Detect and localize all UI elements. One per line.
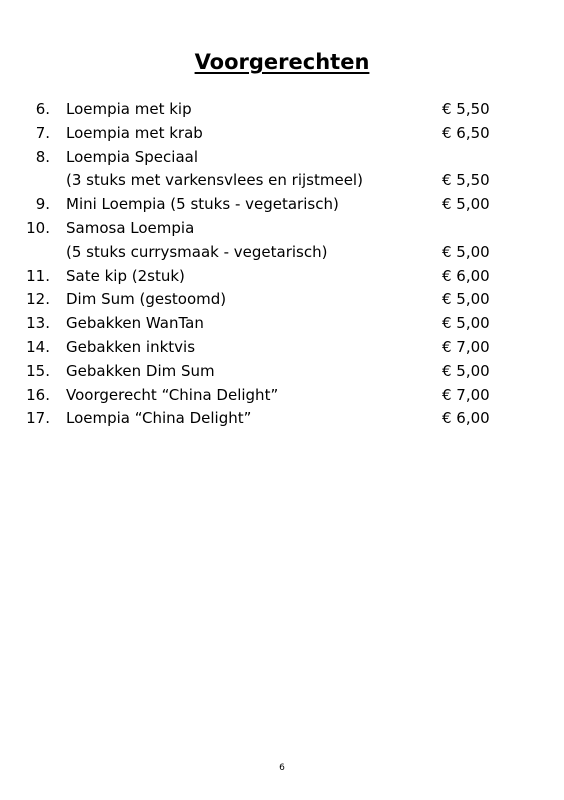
menu-item-number: 17. xyxy=(26,409,50,428)
menu-item-price: € 5,00 xyxy=(442,314,490,333)
menu-row xyxy=(0,384,564,408)
menu-item-price: € 6,00 xyxy=(442,266,490,285)
menu-item-name: Loempia Speciaal xyxy=(66,147,198,166)
menu-item-number: 14. xyxy=(26,337,50,356)
menu-item-price: € 6,50 xyxy=(442,123,490,142)
menu-item-price: € 6,00 xyxy=(442,409,490,428)
menu-item-number: 11. xyxy=(26,266,50,285)
menu-item-number: 15. xyxy=(26,361,50,380)
menu-item-number: 8. xyxy=(35,147,50,166)
menu-item-name: (5 stuks currysmaak - vegetarisch) xyxy=(66,242,328,261)
menu-row xyxy=(0,169,564,193)
menu-item-name: Samosa Loempia xyxy=(66,218,195,237)
menu-row xyxy=(0,336,564,360)
menu-item-number: 13. xyxy=(26,314,50,333)
menu-item-name: Gebakken WanTan xyxy=(66,314,204,333)
menu-item-number: 12. xyxy=(26,290,50,309)
menu-item-name: Gebakken inktvis xyxy=(66,337,196,356)
menu-item-name: Loempia met kip xyxy=(66,100,192,118)
menu-row xyxy=(0,217,564,241)
menu-item-number: 9. xyxy=(35,195,50,214)
page-number: 6 xyxy=(279,763,285,773)
menu-item-price: € 5,00 xyxy=(442,195,490,214)
menu-item-name: Dim Sum (gestoomd) xyxy=(66,290,227,309)
menu-item-name: Sate kip (2stuk) xyxy=(66,266,185,285)
menu-item-price: € 5,50 xyxy=(442,171,490,190)
menu-item-name: Loempia “China Delight” xyxy=(66,409,252,428)
menu-item-price: € 7,00 xyxy=(442,385,490,404)
menu-list xyxy=(0,98,564,431)
menu-item-name: Mini Loempia (5 stuks - vegetarisch) xyxy=(66,195,339,214)
menu-item-price: € 5,50 xyxy=(442,100,490,118)
menu-item-price: € 5,00 xyxy=(442,361,490,380)
menu-item-name: Loempia met krab xyxy=(66,123,203,142)
menu-item-number: 7. xyxy=(35,123,50,142)
menu-item-number: 16. xyxy=(26,385,50,404)
menu-row xyxy=(0,360,564,384)
menu-item-name: (3 stuks met varkensvlees en rijstmeel) xyxy=(66,171,363,190)
menu-row xyxy=(0,288,564,312)
menu-row xyxy=(0,193,564,217)
menu-item-number: 10. xyxy=(26,218,50,237)
page-title: Voorgerechten xyxy=(194,50,370,74)
menu-row xyxy=(0,241,564,265)
menu-item-name: Voorgerecht “China Delight” xyxy=(66,385,279,404)
menu-item-price: € 7,00 xyxy=(442,337,490,356)
menu-item-price: € 5,00 xyxy=(442,290,490,309)
menu-row xyxy=(0,146,564,170)
menu-row xyxy=(0,122,564,146)
menu-row xyxy=(0,312,564,336)
menu-item-price: € 5,00 xyxy=(442,242,490,261)
menu-item-number: 6. xyxy=(35,100,50,118)
menu-row xyxy=(0,265,564,289)
menu-item-name: Gebakken Dim Sum xyxy=(66,361,215,380)
menu-row xyxy=(0,98,564,122)
menu-row xyxy=(0,407,564,431)
